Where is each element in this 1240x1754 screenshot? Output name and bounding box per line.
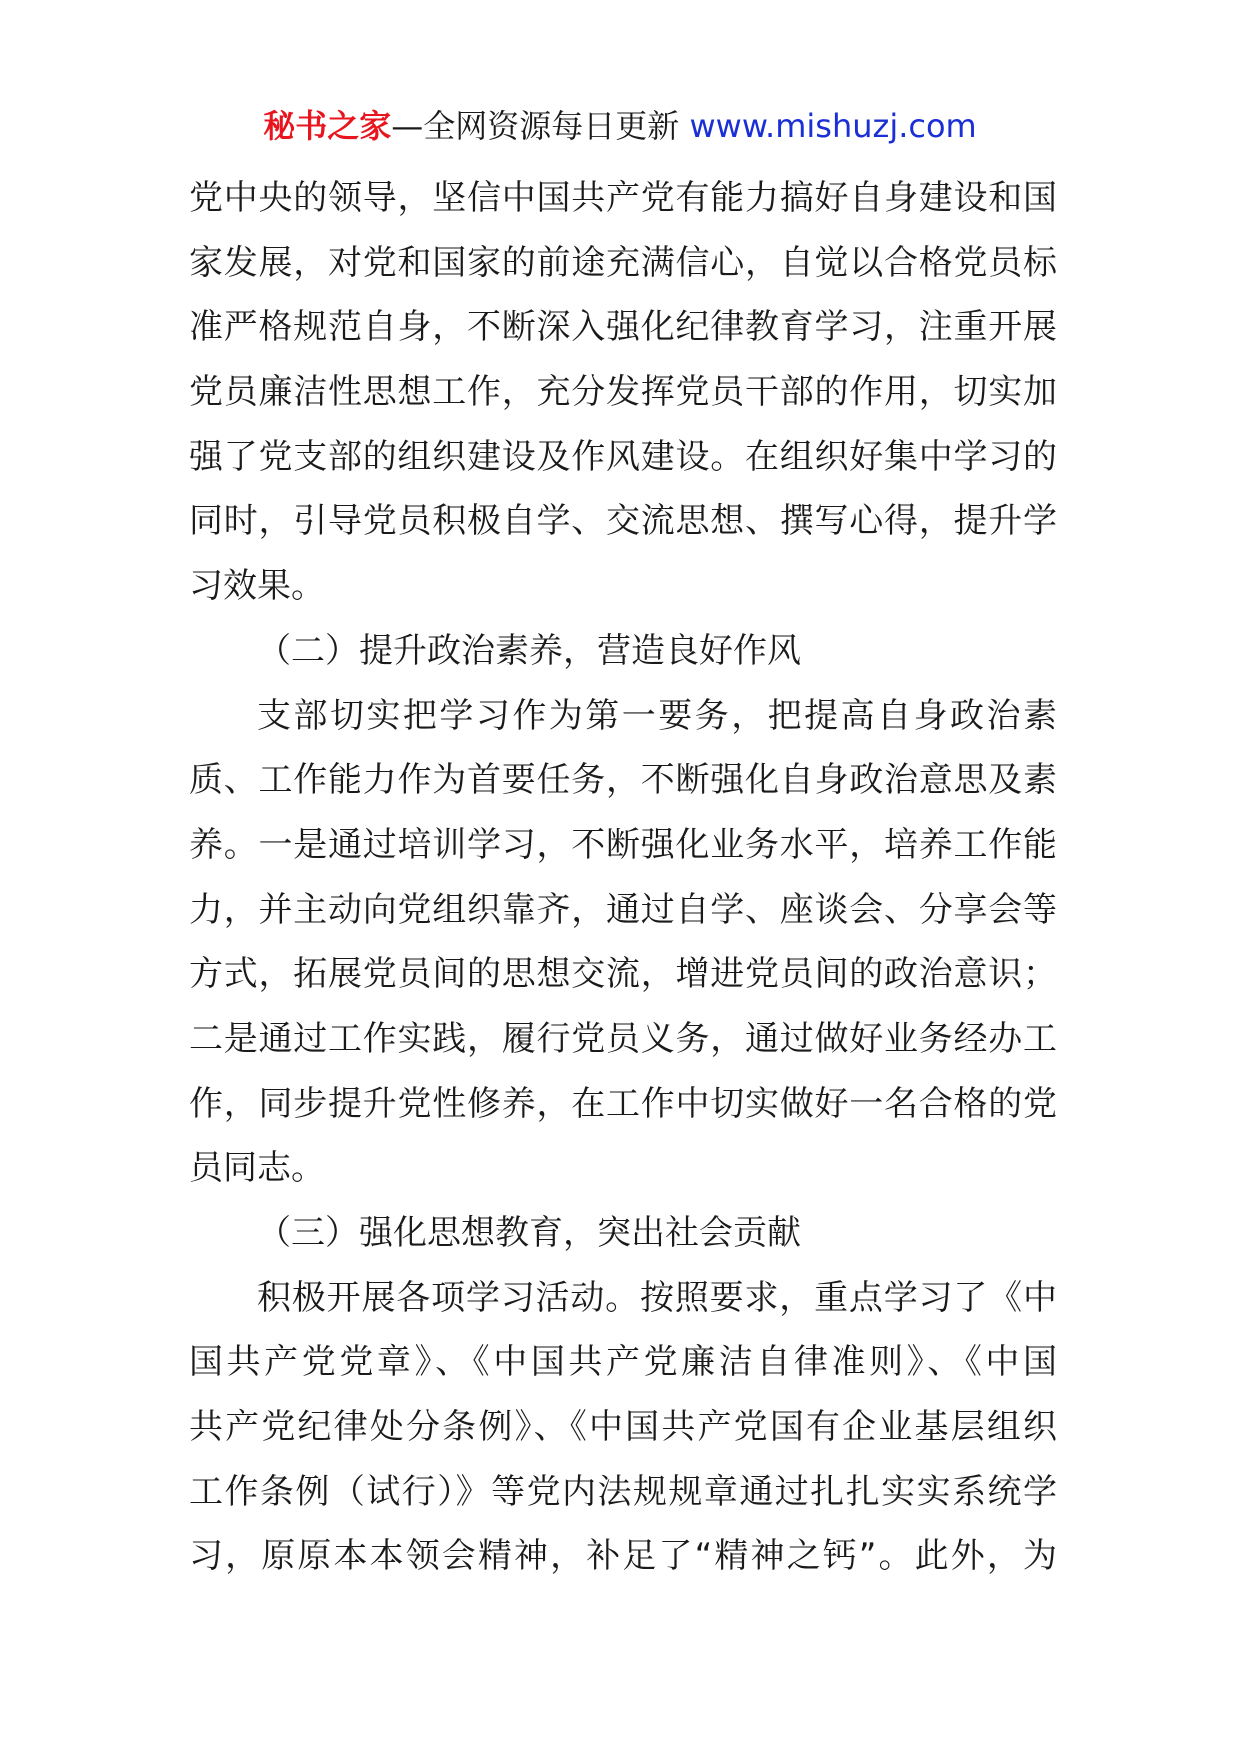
text-line: 共产党纪律处分条例》、《中国共产党国有企业基层组织 [189, 1407, 1057, 1448]
section-heading: （三）强化思想教育，突出社会贡献 [257, 1213, 801, 1253]
section-heading: （二）提升政治素养，营造良好作风 [257, 630, 801, 671]
text-line: 力，并主动向党组织靠齐，通过自学、座谈会、分享会等 [189, 889, 1057, 930]
page-header [0, 104, 1240, 148]
body-text [189, 166, 1057, 1589]
header-brand: 秘书之家 [263, 107, 392, 145]
text-line: 家发展，对党和国家的前途充满信心，自觉以合格党员标 [189, 242, 1057, 283]
text-line: 党中央的领导，坚信中国共产党有能力搞好自身建设和国 [189, 178, 1057, 218]
text-line: 质、工作能力作为首要任务，不断强化自身政治意思及素 [189, 760, 1057, 801]
text-line: 员同志。 [189, 1148, 325, 1189]
text-line: 方式，拓展党员间的思想交流，增进党员间的政治意识； [189, 954, 1057, 995]
header-tagline: —全网资源每日更新 [391, 107, 680, 145]
text-line: 工作条例（试行）》等党内法规规章通过扎扎实实系统学 [189, 1471, 1057, 1512]
text-line: 习效果。 [189, 566, 325, 607]
text-line: 养。一是通过培训学习，不断强化业务水平，培养工作能 [189, 824, 1057, 865]
text-line: 积极开展各项学习活动。按照要求，重点学习了《中 [257, 1277, 1057, 1318]
text-line: 同时，引导党员积极自学、交流思想、撰写心得，提升学 [189, 501, 1057, 542]
header-url-link[interactable]: www.mishuzj.com [689, 107, 977, 145]
text-line: 党员廉洁性思想工作，充分发挥党员干部的作用，切实加 [189, 372, 1057, 413]
text-line: 二是通过工作实践，履行党员义务，通过做好业务经办工 [189, 1018, 1057, 1059]
text-line: 支部切实把学习作为第一要务，把提高自身政治素 [257, 695, 1057, 736]
text-line: 准严格规范自身，不断深入强化纪律教育学习，注重开展 [189, 307, 1057, 348]
text-line: 强了党支部的组织建设及作风建设。在组织好集中学习的 [189, 436, 1057, 477]
text-line: 作，同步提升党性修养，在工作中切实做好一名合格的党 [189, 1083, 1057, 1124]
text-line: 习，原原本本领会精神，补足了“精神之钙”。此外，为 [189, 1536, 1057, 1577]
text-line: 国共产党党章》、《中国共产党廉洁自律准则》、《中国 [189, 1342, 1057, 1383]
